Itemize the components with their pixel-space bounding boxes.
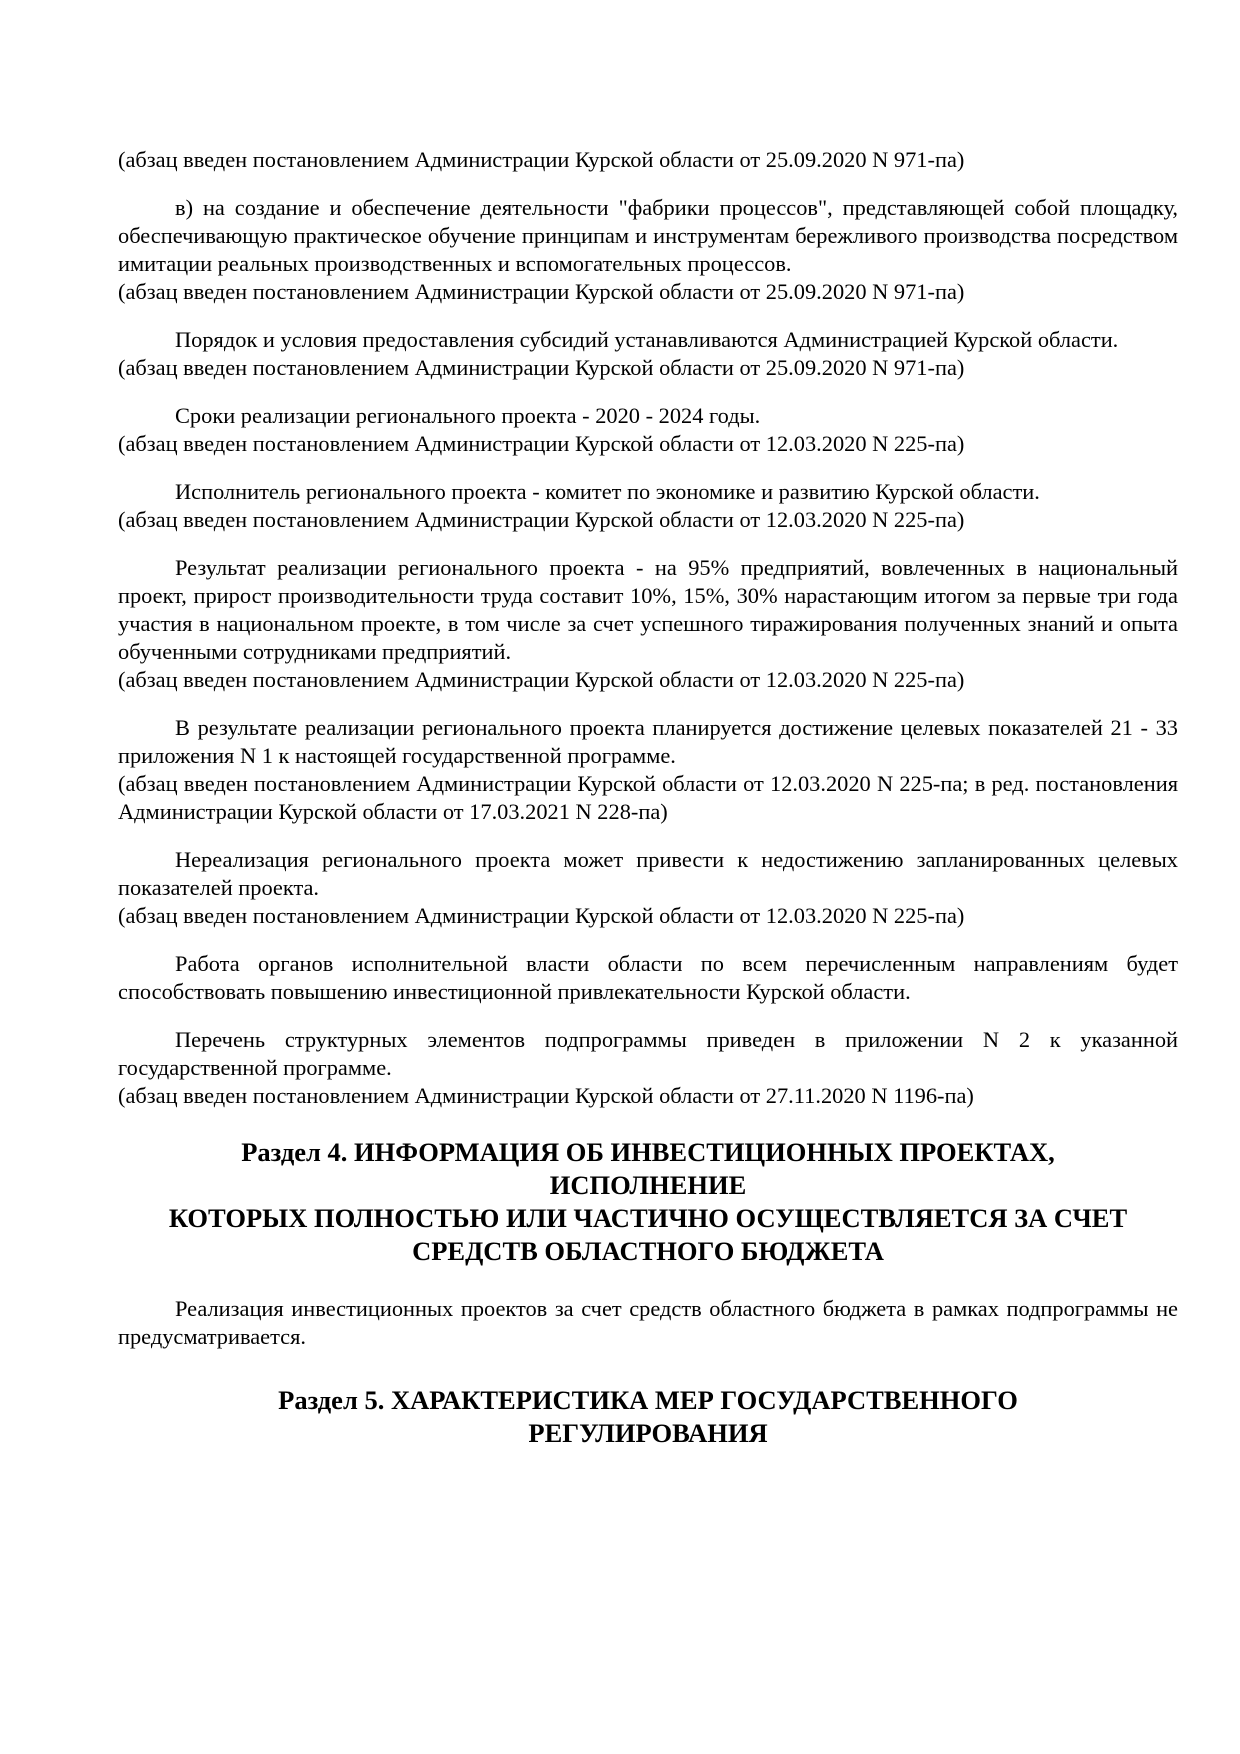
paragraph-invest: Реализация инвестиционных проектов за счет средств областного бюджета в рамках подпрограммы не предусматривается. [118, 1296, 1178, 1349]
document-page [118, 146, 1178, 1450]
paragraph-executor: Исполнитель регионального проекта - комитет по экономике и развитию Курской области. [175, 479, 1040, 504]
amendment-note: (абзац введен постановлением Администрации Курской области от 25.09.2020 N 971-па) [118, 279, 965, 304]
amendment-note: (абзац введен постановлением Администрации Курской области от 12.03.2020 N 225-па; в ред. постановления Администрации Курской области от 17.03.2021 N 228-па) [118, 771, 1178, 824]
section-5-heading-line: РЕГУЛИРОВАНИЯ [528, 1418, 768, 1448]
section-4-heading-line: СРЕДСТВ ОБЛАСТНОГО БЮДЖЕТА [412, 1236, 884, 1266]
paragraph-block-factory [118, 194, 1178, 306]
amendment-note: (абзац введен постановлением Администрации Курской области от 27.11.2020 N 1196-па) [118, 1083, 974, 1108]
paragraph-indicators: В результате реализации регионального проекта планируется достижение целевых показателей 21 - 33 приложения N 1 к настоящей государственной программе. [118, 715, 1178, 768]
amendment-note: (абзац введен постановлением Администрации Курской области от 12.03.2020 N 225-па) [118, 431, 965, 456]
paragraph-factory: в) на создание и обеспечение деятельности "фабрики процессов", представляющей собой площадку, обеспечивающую практическое обучение принципам и инструментам бережливого производства посредством имитации реальных производственных и вспомогательных процессов. [118, 195, 1178, 276]
paragraph-order: Порядок и условия предоставления субсидий устанавливаются Администрацией Курской области. [175, 327, 1119, 352]
section-4-heading-line: ИСПОЛНЕНИЕ [549, 1170, 747, 1200]
paragraph-block-invest [118, 1295, 1178, 1351]
paragraph-block-list [118, 1026, 1178, 1110]
section-4-heading-line: КОТОРЫХ ПОЛНОСТЬЮ ИЛИ ЧАСТИЧНО ОСУЩЕСТВЛЯЕТСЯ ЗА СЧЕТ [168, 1203, 1128, 1233]
amendment-note: (абзац введен постановлением Администрации Курской области от 25.09.2020 N 971-па) [118, 355, 965, 380]
paragraph-block-executor [118, 478, 1178, 534]
paragraph-block-risk [118, 846, 1178, 930]
section-5-heading-line: Раздел 5. ХАРАКТЕРИСТИКА МЕР ГОСУДАРСТВЕННОГО [278, 1385, 1018, 1415]
section-4-heading-line: Раздел 4. ИНФОРМАЦИЯ ОБ ИНВЕСТИЦИОННЫХ ПРОЕКТАХ, [241, 1137, 1055, 1167]
amendment-note: (абзац введен постановлением Администрации Курской области от 25.09.2020 N 971-па) [118, 147, 965, 172]
paragraph-block-order [118, 326, 1178, 382]
paragraph-work: Работа органов исполнительной власти области по всем перечисленным направлениям будет способствовать повышению инвестиционной привлекательности Курской области. [118, 951, 1178, 1004]
paragraph-terms: Сроки реализации регионального проекта - 2020 - 2024 годы. [175, 403, 761, 428]
paragraph-list: Перечень структурных элементов подпрограммы приведен в приложении N 2 к указанной государственной программе. [118, 1027, 1178, 1080]
paragraph-block-indicators [118, 714, 1178, 826]
paragraph-block-work [118, 950, 1178, 1006]
section-5-heading [118, 1384, 1178, 1450]
amendment-note: (абзац введен постановлением Администрации Курской области от 12.03.2020 N 225-па) [118, 507, 965, 532]
amendment-block-1 [118, 146, 1178, 174]
section-4-heading [118, 1136, 1178, 1268]
amendment-note: (абзац введен постановлением Администрации Курской области от 12.03.2020 N 225-па) [118, 903, 965, 928]
paragraph-block-terms [118, 402, 1178, 458]
paragraph-result: Результат реализации регионального проекта - на 95% предприятий, вовлеченных в национальный проект, прирост производительности труда составит 10%, 15%, 30% нарастающим итогом за первые три года участия в национальном проекте, в том числе за счет успешного тиражирования полученных знаний и опыта обученными сотрудниками предприятий. [118, 555, 1178, 664]
amendment-note: (абзац введен постановлением Администрации Курской области от 12.03.2020 N 225-па) [118, 667, 965, 692]
paragraph-risk: Нереализация регионального проекта может привести к недостижению запланированных целевых показателей проекта. [118, 847, 1178, 900]
paragraph-block-result [118, 554, 1178, 694]
